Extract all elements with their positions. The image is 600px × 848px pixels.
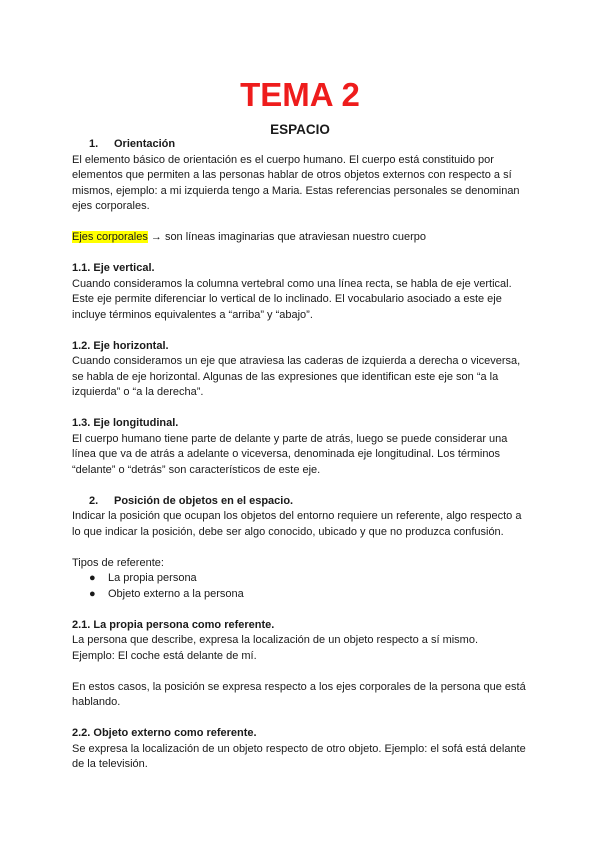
section-heading-2	[72, 494, 532, 510]
document-body	[72, 137, 532, 773]
referent-list	[72, 571, 532, 602]
paragraph-posicion: Indicar la posición que ocupan los objetos del entorno requiere un referente, algo respecto a lo que indicar la posición, debe ser algo conocido, ubicado y que no produzca confusión.	[72, 510, 522, 538]
list-item-label: La propia persona	[108, 572, 197, 584]
section-heading-1-1: 1.1. Eje vertical.	[72, 262, 155, 274]
paragraph-orientacion: El elemento básico de orientación es el cuerpo humano. El cuerpo está constituido por elementos que permiten a las personas hablar de otros objetos externos con respecto a sí mismos, ejemplo: a mi izquierda tengo a Maria. Estas referencias personales se denominan ejes corporales.	[72, 153, 520, 212]
bullet-icon: ●	[89, 572, 96, 584]
section-number-1: 1.	[89, 138, 99, 150]
definition-line	[72, 230, 532, 246]
paragraph-ejes-persona: En estos casos, la posición se expresa respecto a los ejes corporales de la persona que está hablando.	[72, 680, 526, 708]
bullet-icon: ●	[89, 587, 96, 600]
highlighted-term: Ejes corporales	[72, 231, 148, 243]
definition-text: → son líneas imaginarias que atraviesan nuestro cuerpo	[147, 231, 427, 243]
section-heading-2-2: 2.2. Objeto externo como referente.	[72, 727, 257, 739]
section-heading-1-3: 1.3. Eje longitudinal.	[72, 417, 179, 429]
section-heading-1	[72, 137, 532, 153]
page-subtitle: ESPACIO	[270, 122, 330, 137]
page-title: TEMA 2	[240, 76, 360, 113]
list-item-label: Objeto externo a la persona	[108, 587, 244, 600]
section-heading-2-1: 2.1. La propia persona como referente.	[72, 618, 275, 631]
paragraph-propia-persona: La persona que describe, expresa la localización de un objeto respecto a sí mismo.	[72, 634, 479, 646]
section-title-2: Posición de objetos en el espacio.	[114, 494, 294, 507]
section-heading-1-2: 1.2. Eje horizontal.	[72, 339, 169, 352]
list-item	[72, 587, 532, 603]
paragraph-eje-vertical: Cuando consideramos la columna vertebral como una línea recta, se habla de eje vertical. Este eje permite diferenciar lo vertical de lo inclinado. El vocabulario asociado a este eje incluye términos equivalentes a “arriba” y “abajo”.	[72, 277, 512, 321]
paragraph-objeto-externo: Se expresa la localización de un objeto respecto de otro objeto. Ejemplo: el sofá está delante de la televisión.	[72, 742, 526, 770]
paragraph-eje-horizontal: Cuando consideramos un eje que atraviesa las caderas de izquierda a derecha o viceversa, se habla de eje horizontal. Algunas de las expresiones que identifican este eje son “a la izquierda” o “a la derecha”.	[72, 355, 521, 398]
list-intro: Tipos de referente:	[72, 556, 164, 569]
paragraph-eje-longitudinal: El cuerpo humano tiene parte de delante y parte de atrás, luego se puede considerar una línea que va de atrás a adelante o viceversa, denominada eje longitudinal. Los términos “delante” o “detrás” son característicos de este eje.	[72, 432, 508, 476]
section-number-2: 2.	[89, 494, 99, 507]
section-title-1: Orientación	[114, 138, 176, 150]
list-item	[72, 571, 532, 587]
example-line: Ejemplo: El coche está delante de mí.	[72, 649, 257, 662]
